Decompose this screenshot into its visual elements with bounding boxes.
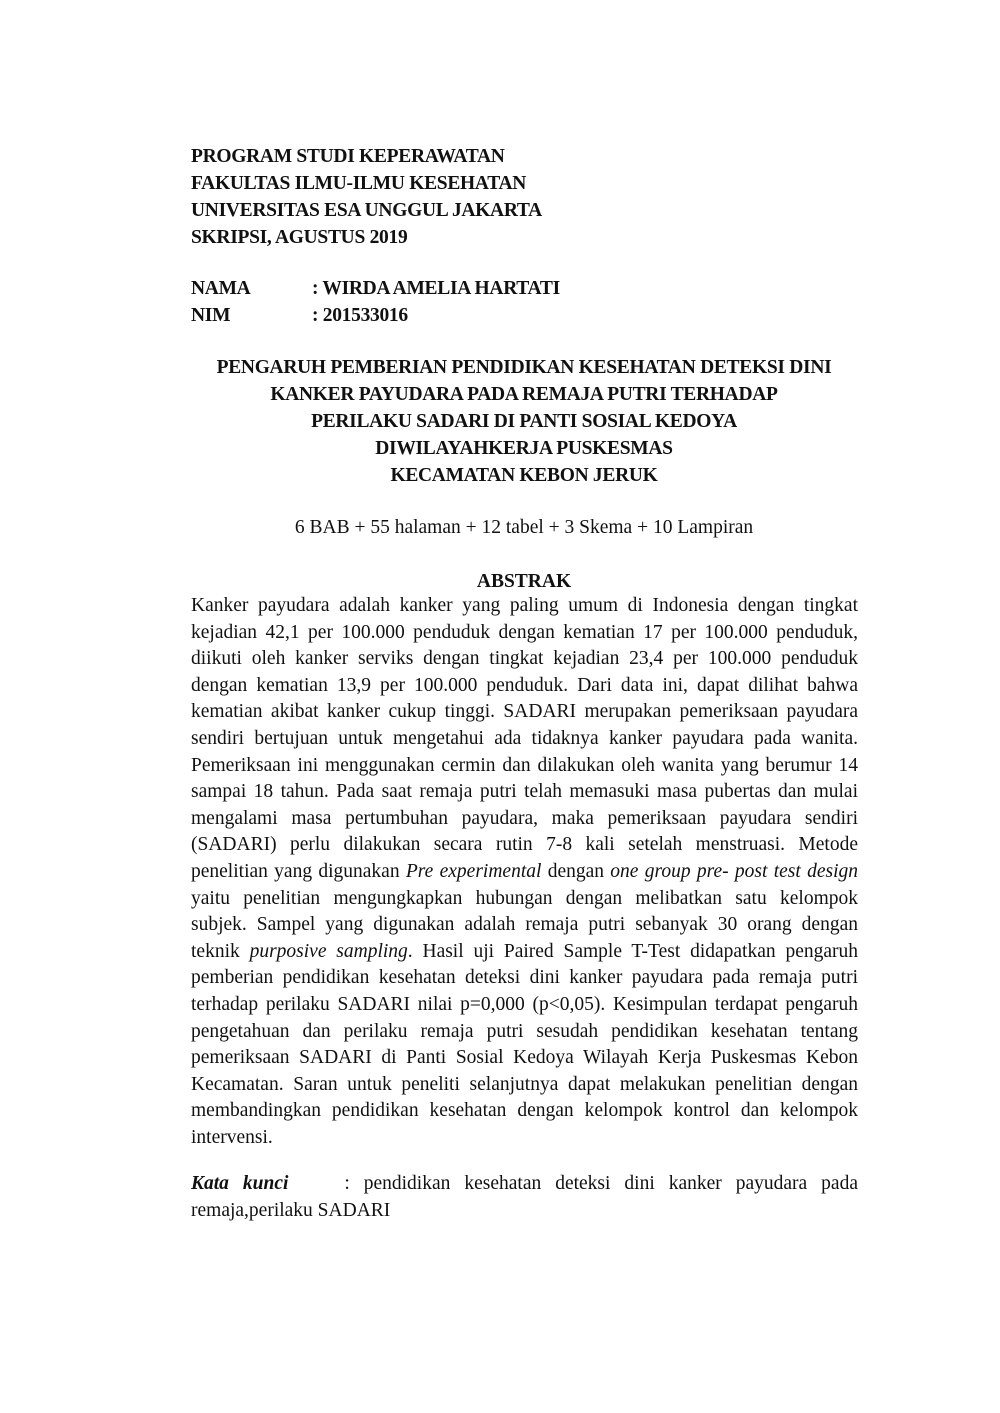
abstract-body [191, 593, 858, 1151]
abstract-line: Kanker payudara adalah kanker yang paling umum di Indonesia dengan tingkat [191, 595, 858, 616]
abstract-line: pengetahuan dan perilaku remaja putri sesudah pendidikan kesehatan tentang [191, 1020, 858, 1042]
abstract-line [191, 939, 858, 966]
header-program: PROGRAM STUDI KEPERAWATAN [191, 146, 505, 167]
abstract-heading: ABSTRAK [476, 571, 572, 592]
student-identity [191, 275, 560, 329]
title-line: PENGARUH PEMBERIAN PENDIDIKAN KESEHATAN DETEKSI DINI [216, 357, 832, 378]
abstract-line: pemeriksaan SADARI di Panti Sosial Kedoya Wilayah Kerja Puskesmas Kebon [191, 1047, 858, 1069]
abstract-line [191, 859, 858, 886]
abstract-line: subjek. Sampel yang digunakan adalah remaja putri sebanyak 30 orang dengan [191, 914, 858, 936]
title-line: DIWILAYAHKERJA PUSKESMAS [375, 438, 673, 459]
abstract-line: pemberian pendidikan kesehatan deteksi dini kanker payudara pada remaja putri [191, 967, 858, 989]
abstract-line: terhadap perilaku SADARI nilai p=0,000 (p<0,05). Kesimpulan terdapat pengaruh [191, 993, 858, 1015]
title-line: KANKER PAYUDARA PADA REMAJA PUTRI TERHADAP [270, 384, 778, 405]
abstract-line: diikuti oleh kanker serviks dengan tingkat kejadian 23,4 per 100.000 penduduk [191, 648, 858, 670]
nim-value: : 201533016 [312, 305, 408, 326]
abstract-text: penelitian yang digunakan [191, 860, 406, 882]
abstract-line: sampai 18 tahun. Pada saat remaja putri telah memasuki masa pubertas dan mulai [191, 781, 858, 803]
abstract-line: yaitu penelitian mengungkapkan hubungan dengan melibatkan satu kelompok [191, 887, 858, 909]
title-line: PERILAKU SADARI DI PANTI SOSIAL KEDOYA [311, 411, 737, 432]
abstract-italic-term: Pre experimental [405, 860, 542, 882]
abstract-line: mengalami masa pertumbuhan payudara, maka pemeriksaan payudara sendiri [191, 807, 858, 829]
abstract-line: kematian akibat kanker cukup tinggi. SADARI merupakan pemeriksaan payudara [191, 701, 858, 723]
abstract-line: intervensi. [191, 1126, 273, 1148]
name-row [191, 275, 560, 302]
abstract-italic-term: purposive sampling [249, 940, 408, 962]
page-count-summary: 6 BAB + 55 halaman + 12 tabel + 3 Skema + 10 Lampiran [294, 517, 754, 538]
name-value: : WIRDA AMELIA HARTATI [312, 278, 560, 299]
header-thesis-date: SKRIPSI, AGUSTUS 2019 [191, 227, 408, 248]
header-faculty: FAKULTAS ILMU-ILMU KESEHATAN [191, 173, 527, 194]
abstract-line: sendiri bertujuan untuk mengetahui ada tidaknya kanker payudara pada wanita. [191, 727, 858, 749]
abstract-line: kejadian 42,1 per 100.000 penduduk dengan kematian 17 per 100.000 penduduk, [191, 621, 858, 643]
institution-header [191, 143, 542, 251]
abstract-line: (SADARI) perlu dilakukan secara rutin 7-8 kali setelah menstruasi. Metode [191, 834, 858, 856]
abstract-line: membandingkan pendidikan kesehatan dengan kelompok kontrol dan kelompok [191, 1100, 858, 1122]
keywords-line [191, 1170, 858, 1197]
abstract-line: dengan kematian 13,9 per 100.000 penduduk. Dari data ini, dapat dilihat bahwa [191, 674, 858, 696]
abstract-italic-term: one group pre- post test design [610, 860, 859, 882]
thesis-title [150, 354, 898, 489]
abstract-text: . Hasil uji Paired Sample T-Test didapatkan pengaruh [407, 940, 858, 962]
name-label: NAMA [191, 278, 251, 299]
nim-row [191, 302, 560, 329]
keywords [191, 1170, 858, 1224]
abstract-line: Pemeriksaan ini menggunakan cermin dan dilakukan oleh wanita yang berumur 14 [191, 754, 858, 776]
abstract-text: dengan [541, 860, 611, 882]
title-line: KECAMATAN KEBON JERUK [390, 465, 658, 486]
keywords-label: Kata kunci [191, 1173, 289, 1194]
nim-label: NIM [191, 305, 231, 326]
keywords-text: : pendidikan kesehatan deteksi dini kanker payudara pada [344, 1173, 858, 1194]
abstract-line: Kecamatan. Saran untuk peneliti selanjutnya dapat melakukan penelitian dengan [191, 1073, 858, 1095]
keywords-line: remaja,perilaku SADARI [191, 1200, 391, 1221]
header-university: UNIVERSITAS ESA UNGGUL JAKARTA [191, 200, 542, 221]
abstract-text: teknik [191, 940, 250, 962]
